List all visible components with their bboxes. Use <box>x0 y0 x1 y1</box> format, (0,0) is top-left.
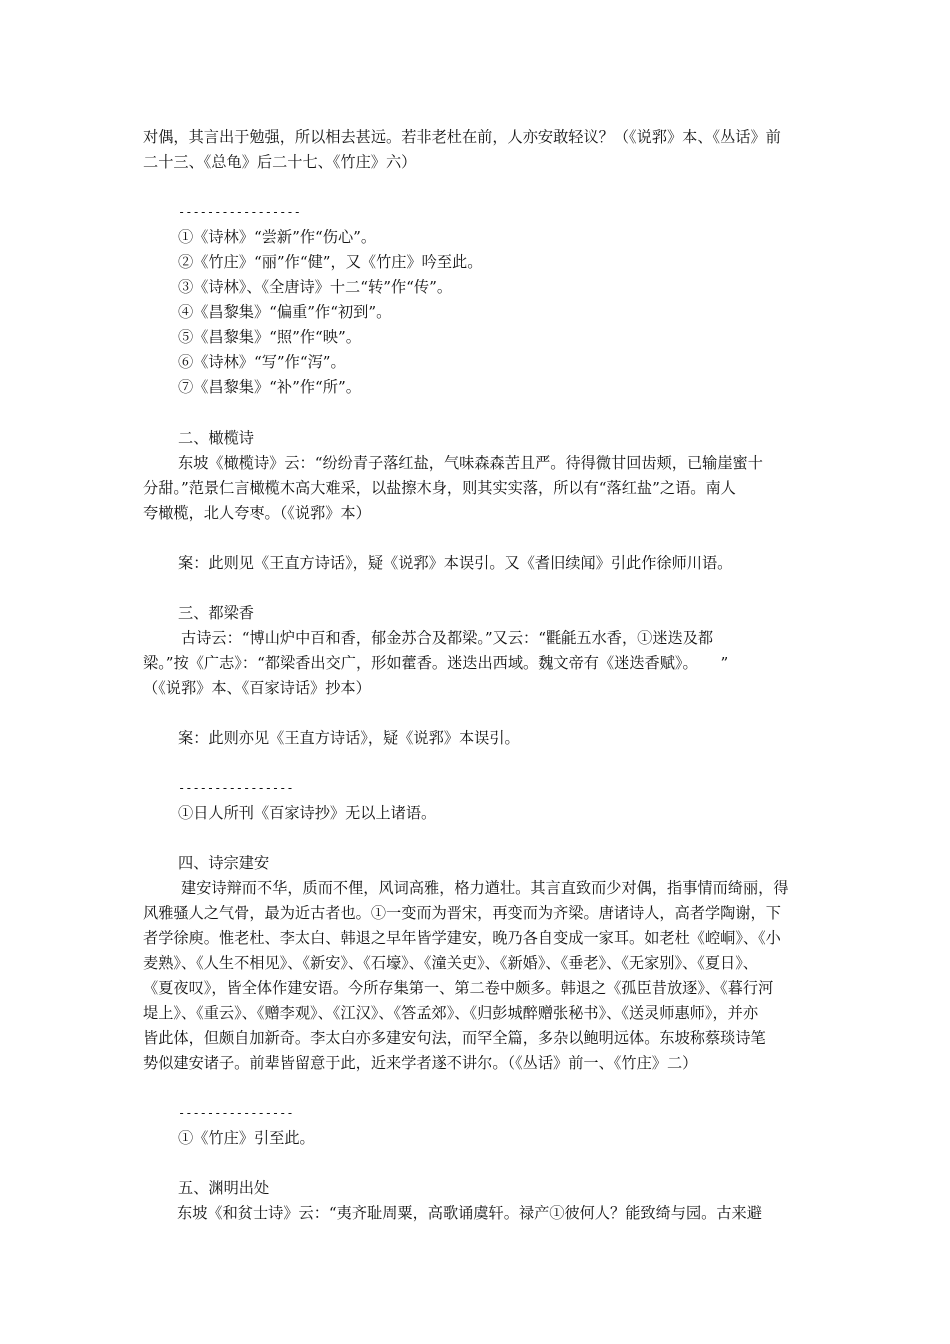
text-line: 古诗云：“博山炉中百和香，郁金苏合及都梁。”又云：“氍毹五水香，①迷迭及都 <box>181 629 714 647</box>
footnote-separator: ---------------- <box>178 1106 294 1120</box>
footnote-separator: ----------------- <box>178 205 301 219</box>
text-line: 势似建安诸子。前辈皆留意于此，近来学者遂不讲尔。（《丛话》前一、《竹庄》二） <box>143 1054 698 1072</box>
text-line: 二十三、《总龟》后二十七、《竹庄》六） <box>143 153 417 171</box>
footnote-line: ⑦《昌黎集》“补”作“所”。 <box>178 378 361 396</box>
footnote-line: ⑥《诗林》“写”作“泻”。 <box>178 353 346 371</box>
footnote-line: ③《诗林》、《全唐诗》十二“转”作“传”。 <box>178 278 453 296</box>
note-line: 案：此则亦见《王直方诗话》，疑《说郛》本误引。 <box>178 729 520 747</box>
text-line: 者学徐庾。惟老杜、李太白、韩退之早年皆学建安，晚乃各自变成一家耳。如老杜《崆峒》、《小 <box>143 929 781 947</box>
text-line: 堤上》、《重云》、《赠李观》、《江汉》、《答孟郊》、《归彭城醉赠张秘书》、《送灵师惠师》，并亦 <box>143 1004 759 1022</box>
text-line: 对偶，其言出于勉强，所以相去甚远。若非老杜在前，人亦安敢轻议？（《说郛》本、《丛话》前 <box>143 128 781 146</box>
footnote-line: ④《昌黎集》“偏重”作“初到”。 <box>178 303 392 321</box>
text-line: 东坡《橄榄诗》云：“纷纷青子落红盐，气味森森苦且严。待得微甘回齿颊，已输崖蜜十 <box>178 454 763 472</box>
footnote-line: ①日人所刊《百家诗抄》无以上诸语。 <box>178 804 437 822</box>
text-line: 《夏夜叹》，皆全体作建安语。今所存集第一、第二卷中颇多。韩退之《孤臣昔放逐》、《暮行河 <box>143 979 774 997</box>
footnote-line: ①《竹庄》引至此。 <box>178 1129 315 1147</box>
text-line: （《说郛》本、《百家诗话》抄本） <box>143 679 371 697</box>
section-heading: 四、诗宗建安 <box>178 854 270 872</box>
note-line: 案：此则见《王直方诗话》，疑《说郛》本误引。又《耆旧续闻》引此作徐师川语。 <box>178 554 733 572</box>
footnote-line: ⑤《昌黎集》“照”作“映”。 <box>178 328 361 346</box>
text-line: 麦熟》、《人生不相见》、《新安》、《石壕》、《潼关吏》、《新婚》、《垂老》、《无家别》、《夏日》、 <box>143 954 758 972</box>
text-line: 梁。”按《广志》：“都梁香出交广，形如藿香。迷迭出西域。魏文帝有《迷迭香赋》。 ” <box>143 654 729 672</box>
section-heading: 二、橄榄诗 <box>178 429 254 447</box>
text-line: 分甜。”范景仁言橄榄木高大难采，以盐擦木身，则其实实落，所以有“落红盐”之语。南人 <box>143 479 736 497</box>
text-line: 建安诗辩而不华，质而不俚，风词高雅，格力遒壮。其言直致而少对偶，指事情而绮丽，得 <box>181 879 789 897</box>
footnote-separator: ---------------- <box>178 781 294 795</box>
text-line: 东坡《和贫士诗》云：“夷齐耻周粟，高歌诵虞轩。禄产①彼何人？能致绮与园。古来避 <box>177 1204 762 1222</box>
footnote-line: ①《诗林》“尝新”作“伤心”。 <box>178 228 377 246</box>
text-line: 风雅骚人之气骨，最为近古者也。①一变而为晋宋，再变而为齐梁。唐诸诗人，高者学陶谢，下 <box>143 904 781 922</box>
section-heading: 三、都梁香 <box>178 604 254 622</box>
text-line: 夸橄榄，北人夸枣。（《说郛》本） <box>143 504 371 522</box>
section-heading: 五、渊明出处 <box>178 1179 270 1197</box>
footnote-line: ②《竹庄》“丽”作“健”，又《竹庄》吟至此。 <box>178 253 483 271</box>
text-line: 皆此体，但颇自加新奇。李太白亦多建安句法，而罕全篇，多杂以鲍明远体。东坡称蔡琰诗笔 <box>143 1029 766 1047</box>
